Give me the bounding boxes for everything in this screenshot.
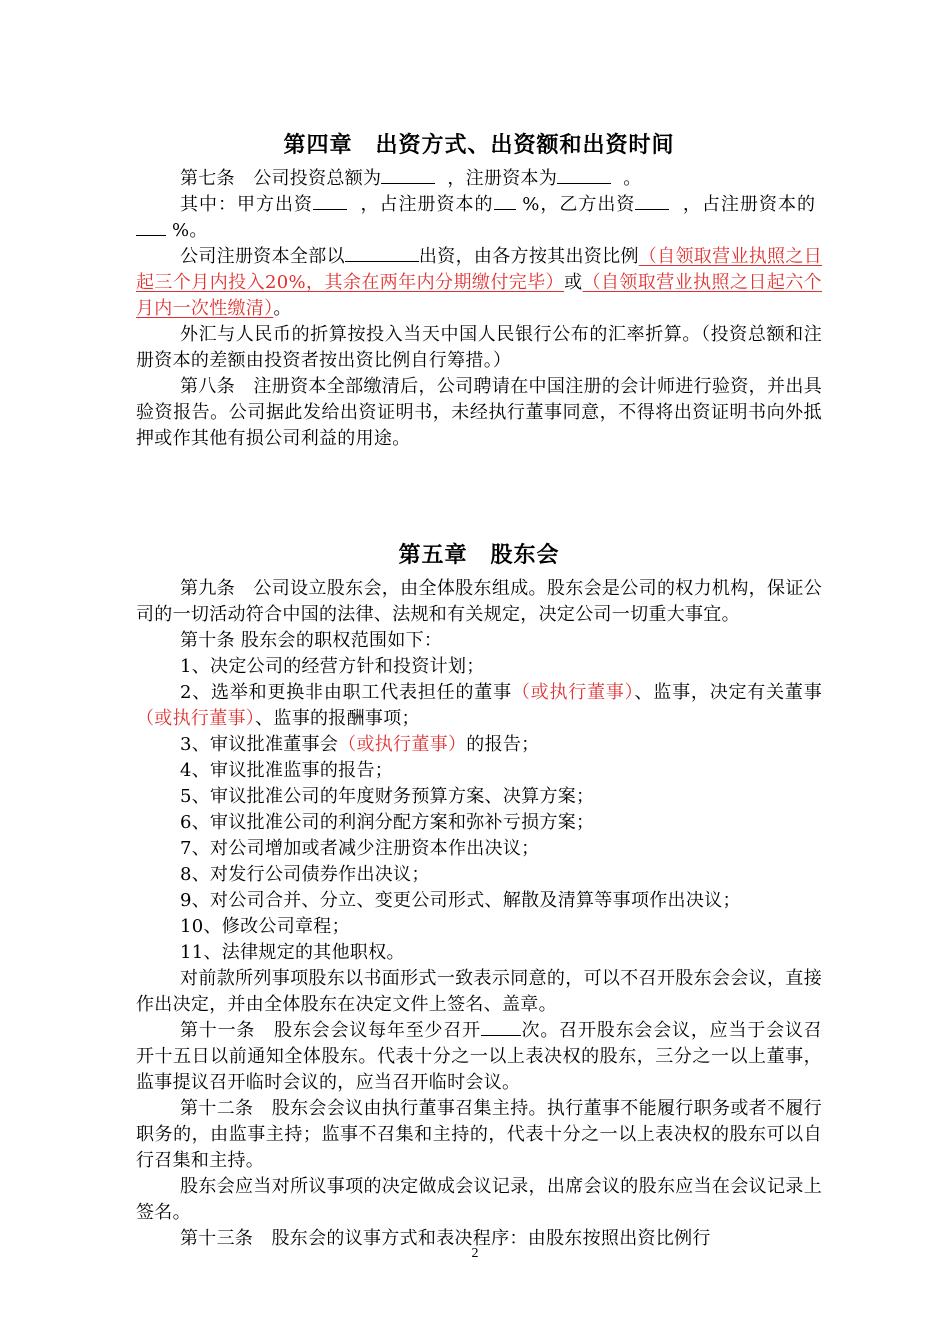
article-8: 第八条 注册资本全部缴清后，公司聘请在中国注册的会计师进行验资，并出具验资报告。公司据此发给出资证明书，未经执行董事同意，不得将出资证明书向外抵押或作其他有损公司利益的用途。 [136,376,822,449]
chapter4-title: 第四章 出资方式、出资额和出资时间 [283,133,675,158]
list-item: 1、决定公司的经营方针和投资计划； [180,656,485,677]
article-7-exchange: 外汇与人民币的折算按投入当天中国人民银行公布的汇率折算。（投资总额和注册资本的差额由投资者按出资比例自行筹措。） [136,324,822,371]
article-11: 第十一条 股东会会议每年至少召开 次。召开股东会会议，应当于会议召开十五日以前通知全体股东。代表十分之一以上表决权的股东，三分之一以上董事，监事提议召开临时会议的，应当召开临时会议。 [136,1020,822,1093]
blank-contribution-form[interactable] [345,244,419,262]
article-7-contributions: 其中：甲方出资 ，占注册资本的 %，乙方出资 ，占注册资本的 %。 [136,192,822,244]
article-7: 第七条 公司投资总额为 ，注册资本为 。 [180,168,642,189]
list-item: 3、审议批准董事会（或执行董事）的报告； [180,734,540,755]
page-number: 2 [471,1246,479,1261]
list-item: 8、对发行公司债券作出决议； [180,864,430,885]
list-item: 10、修改公司章程； [180,916,350,937]
option-lump-sum: （自领取营业执照之日起六个月内一次性缴清） [136,272,822,319]
chapter5-title: 第五章 股东会 [398,543,560,568]
blank-party-b-amount[interactable] [635,192,669,210]
list-item: 11、法律规定的其他职权。 [180,942,405,963]
article-13: 第十三条 股东会的议事方式和表决程序：由股东按照出资比例行 [180,1228,711,1249]
list-item: 2、选举和更换非由职工代表担任的董事（或执行董事）、监事，决定有关董事（或执行董事）、监事的报酬事项； [136,682,822,729]
list-item: 9、对公司合并、分立、变更公司形式、解散及清算等事项作出决议； [180,890,741,911]
blank-party-b-percent[interactable] [136,218,166,236]
list-item: 7、对公司增加或者减少注册资本作出决议； [180,838,540,859]
document-page [136,126,822,1252]
blank-registered-capital[interactable] [557,166,611,184]
blank-meeting-count[interactable] [481,1018,521,1036]
blank-total-investment[interactable] [381,166,435,184]
minutes-clause: 股东会应当对所议事项的决定做成会议记录，出席会议的股东应当在会议记录上签名。 [136,1176,822,1223]
article-7-payment: 公司注册资本全部以 出资，由各方按其出资比例（自领取营业执照之日起三个月内投入20%，其余在两年内分期缴付完毕）或（自领取营业执照之日起六个月内一次性缴清）。 [136,246,822,319]
option-installment: （自领取营业执照之日起三个月内投入20%，其余在两年内分期缴付完毕） [136,246,822,293]
blank-party-a-amount[interactable] [313,192,347,210]
blank-party-a-percent[interactable] [494,192,516,210]
list-item: 6、审议批准公司的利润分配方案和弥补亏损方案； [180,812,595,833]
article-10: 第十条 股东会的职权范围如下： [180,630,443,651]
list-item: 5、审议批准公司的年度财务预算方案、决算方案； [180,786,595,807]
list-item: 4、审议批准监事的报告； [180,760,394,781]
article-9: 第九条 公司设立股东会，由全体股东组成。股东会是公司的权力机构，保证公司的一切活动符合中国的法律、法规和有关规定，决定公司一切重大事宜。 [136,578,822,625]
written-consent-clause: 对前款所列事项股东以书面形式一致表示同意的，可以不召开股东会会议，直接作出决定，并由全体股东在决定文件上签名、盖章。 [136,968,822,1015]
article-12: 第十二条 股东会会议由执行董事召集主持。执行董事不能履行职务或者不履行职务的，由监事主持；监事不召集和主持的，代表十分之一以上表决权的股东可以自行召集和主持。 [136,1098,822,1171]
